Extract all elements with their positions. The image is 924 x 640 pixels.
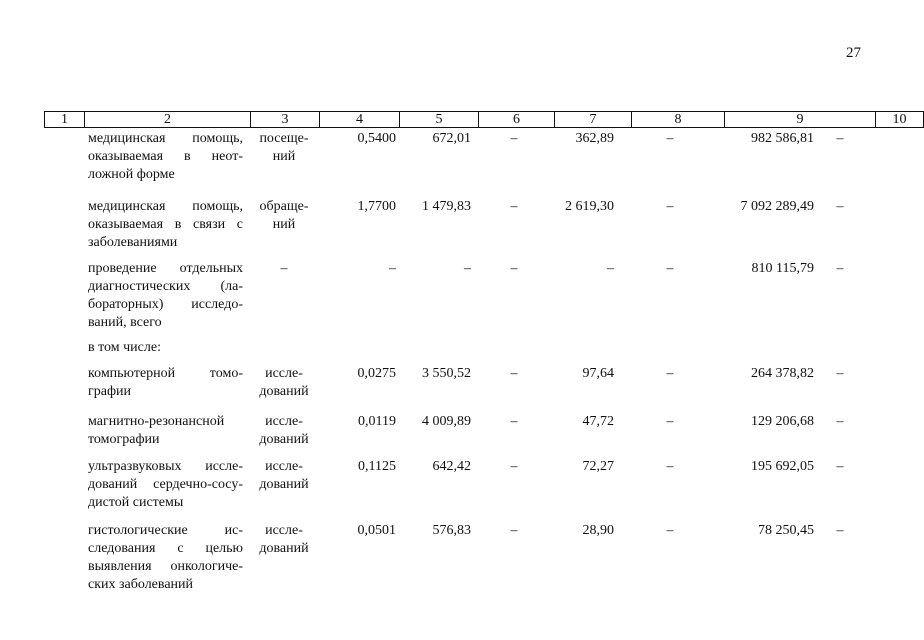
value-col-8: –: [666, 366, 674, 381]
value-col-10: –: [836, 261, 844, 276]
value-col-9: 195 692,05: [751, 459, 814, 474]
column-number-header: [44, 111, 924, 128]
service-description: магнитно-резонансной томографии: [88, 414, 225, 447]
value-col-9: 264 378,82: [751, 366, 814, 381]
value-col-6: –: [510, 414, 518, 429]
column-header-10: 10: [875, 112, 923, 127]
value-col-6: –: [510, 523, 518, 538]
value-col-5: 3 550,52: [422, 366, 471, 381]
value-col-6: –: [510, 459, 518, 474]
value-col-10: –: [836, 366, 844, 381]
value-col-4: 0,0501: [357, 523, 396, 538]
value-col-6: –: [510, 261, 518, 276]
value-col-9: 810 115,79: [751, 261, 814, 276]
value-col-4: 0,0275: [357, 366, 396, 381]
value-col-9: 78 250,45: [758, 523, 814, 538]
value-col-5: 576,83: [432, 523, 471, 538]
value-col-10: –: [836, 414, 844, 429]
value-col-4: 1,7700: [357, 199, 396, 214]
value-col-5: –: [464, 261, 471, 276]
value-col-7: 97,64: [582, 366, 614, 381]
value-col-8: –: [666, 131, 674, 146]
value-col-7: 2 619,30: [565, 199, 614, 214]
value-col-8: –: [666, 199, 674, 214]
value-col-10: –: [836, 131, 844, 146]
unit-of-measure: иссле-дований: [259, 366, 309, 399]
value-col-7: –: [607, 261, 614, 276]
service-description: проведение отдельных диагностических (ла-бораторных) исследо-ваний, всего: [88, 261, 243, 330]
service-description: медицинская помощь, оказываемая в неот-ложной форме: [88, 131, 243, 182]
value-col-9: 982 586,81: [751, 131, 814, 146]
unit-of-measure: иссле-дований: [259, 523, 309, 556]
value-col-4: –: [389, 261, 396, 276]
service-description: ультразвуковых иссле-дований сердечно-сосу-дистой системы: [88, 459, 243, 510]
value-col-9: 129 206,68: [751, 414, 814, 429]
value-col-8: –: [666, 261, 674, 276]
value-col-5: 672,01: [432, 131, 471, 146]
unit-of-measure: иссле-дований: [259, 459, 309, 492]
service-description: гистологические ис-следования с целью выявления онкологиче-ских заболеваний: [88, 523, 243, 592]
service-description: медицинская помощь, оказываемая в связи с заболеваниями: [88, 199, 243, 250]
page-number: 27: [846, 45, 861, 61]
unit-of-measure: –: [280, 261, 288, 276]
value-col-10: –: [836, 199, 844, 214]
subheading-in-that-number: в том числе:: [88, 340, 161, 355]
unit-of-measure: обраще-ний: [259, 199, 309, 232]
value-col-8: –: [666, 459, 674, 474]
value-col-7: 72,27: [582, 459, 614, 474]
value-col-7: 28,90: [582, 523, 614, 538]
column-header-6: 6: [478, 112, 554, 127]
service-description: компьютерной томо-графии: [88, 366, 243, 399]
column-header-9: 9: [724, 112, 875, 127]
column-header-1: 1: [61, 112, 68, 127]
unit-of-measure: иссле-дований: [259, 414, 309, 447]
value-col-8: –: [666, 523, 674, 538]
value-col-4: 0,0119: [358, 414, 396, 429]
value-col-4: 0,5400: [357, 131, 396, 146]
unit-of-measure: посеще-ний: [259, 131, 309, 164]
value-col-5: 4 009,89: [422, 414, 471, 429]
value-col-9: 7 092 289,49: [740, 199, 814, 214]
value-col-5: 642,42: [432, 459, 471, 474]
column-header-4: 4: [319, 112, 399, 127]
value-col-10: –: [836, 459, 844, 474]
column-header-5: 5: [399, 112, 478, 127]
value-col-5: 1 479,83: [422, 199, 471, 214]
value-col-6: –: [510, 199, 518, 214]
value-col-4: 0,1125: [358, 459, 396, 474]
column-header-7: 7: [554, 112, 631, 127]
value-col-7: 47,72: [582, 414, 614, 429]
value-col-8: –: [666, 414, 674, 429]
column-header-3: 3: [250, 112, 319, 127]
value-col-6: –: [510, 131, 518, 146]
column-header-2: 2: [84, 112, 250, 127]
column-header-8: 8: [631, 112, 724, 127]
value-col-6: –: [510, 366, 518, 381]
value-col-10: –: [836, 523, 844, 538]
value-col-7: 362,89: [575, 131, 614, 146]
